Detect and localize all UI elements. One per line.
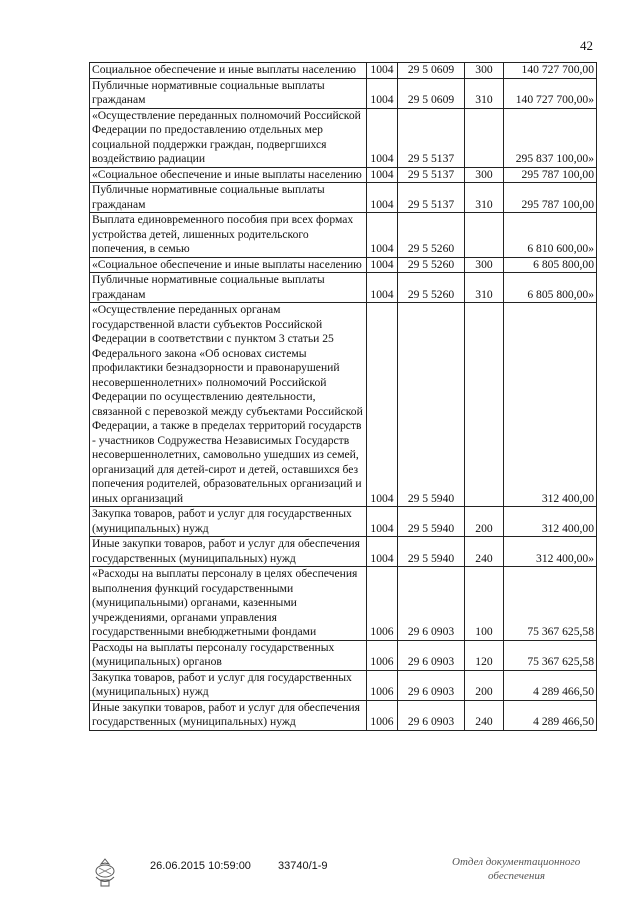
coat-of-arms-icon xyxy=(88,856,122,890)
row-name-cell: Расходы на выплаты персоналу государственных (муниципальных) органов xyxy=(90,640,367,670)
row-amount-cell: 312 400,00» xyxy=(504,537,597,567)
row-type-cell: 240 xyxy=(465,700,504,730)
row-code-cell: 29 5 5137 xyxy=(398,167,465,183)
row-type-cell xyxy=(465,108,504,167)
row-type-cell: 240 xyxy=(465,537,504,567)
row-section-cell: 1004 xyxy=(367,257,398,273)
row-name-cell: «Расходы на выплаты персоналу в целях обеспечения выполнения функций государственными (муниципальными) органами, казенными учреждениями, органами управления государственными внебюджетными фондами xyxy=(90,567,367,641)
row-code-cell: 29 5 5137 xyxy=(398,183,465,213)
row-amount-cell: 140 727 700,00» xyxy=(504,78,597,108)
row-section-cell: 1004 xyxy=(367,78,398,108)
row-amount-cell: 312 400,00 xyxy=(504,303,597,507)
row-code-cell: 29 5 5940 xyxy=(398,537,465,567)
page-footer xyxy=(0,856,640,896)
page-number: 42 xyxy=(580,38,593,53)
row-type-cell xyxy=(465,303,504,507)
row-code-cell: 29 5 5137 xyxy=(398,108,465,167)
row-name-cell: «Осуществление переданных полномочий Российской Федерации по предоставлению отдельных мер социальной поддержки граждан, подвергшихся воздействию радиации xyxy=(90,108,367,167)
row-type-cell: 300 xyxy=(465,63,504,79)
row-code-cell: 29 5 5260 xyxy=(398,257,465,273)
row-code-cell: 29 6 0903 xyxy=(398,670,465,700)
row-type-cell: 200 xyxy=(465,670,504,700)
row-amount-cell: 4 289 466,50 xyxy=(504,670,597,700)
row-type-cell: 310 xyxy=(465,78,504,108)
table-row xyxy=(90,303,597,507)
row-section-cell: 1004 xyxy=(367,213,398,258)
row-section-cell: 1004 xyxy=(367,273,398,303)
row-section-cell: 1006 xyxy=(367,640,398,670)
row-type-cell: 100 xyxy=(465,567,504,641)
row-amount-cell: 295 787 100,00 xyxy=(504,167,597,183)
row-section-cell: 1006 xyxy=(367,700,398,730)
row-type-cell: 310 xyxy=(465,183,504,213)
row-amount-cell: 140 727 700,00 xyxy=(504,63,597,79)
table-row xyxy=(90,273,597,303)
row-code-cell: 29 5 5940 xyxy=(398,507,465,537)
row-amount-cell: 6 810 600,00» xyxy=(504,213,597,258)
row-amount-cell: 295 837 100,00» xyxy=(504,108,597,167)
row-amount-cell: 75 367 625,58 xyxy=(504,640,597,670)
table-row xyxy=(90,507,597,537)
row-name-cell: Публичные нормативные социальные выплаты гражданам xyxy=(90,183,367,213)
table-row xyxy=(90,567,597,641)
row-name-cell: «Социальное обеспечение и иные выплаты населению xyxy=(90,257,367,273)
department-stamp-line2: обеспечения xyxy=(488,870,545,882)
row-section-cell: 1004 xyxy=(367,63,398,79)
row-code-cell: 29 5 0609 xyxy=(398,78,465,108)
row-type-cell: 200 xyxy=(465,507,504,537)
row-amount-cell: 295 787 100,00 xyxy=(504,183,597,213)
row-amount-cell: 312 400,00 xyxy=(504,507,597,537)
table-row xyxy=(90,78,597,108)
row-section-cell: 1004 xyxy=(367,183,398,213)
row-type-cell: 310 xyxy=(465,273,504,303)
row-section-cell: 1006 xyxy=(367,567,398,641)
row-code-cell: 29 5 5260 xyxy=(398,213,465,258)
row-section-cell: 1006 xyxy=(367,670,398,700)
row-type-cell xyxy=(465,213,504,258)
table-row xyxy=(90,640,597,670)
row-code-cell: 29 6 0903 xyxy=(398,700,465,730)
row-name-cell: Иные закупки товаров, работ и услуг для обеспечения государственных (муниципальных) нужд xyxy=(90,700,367,730)
row-code-cell: 29 6 0903 xyxy=(398,640,465,670)
row-type-cell: 300 xyxy=(465,167,504,183)
row-section-cell: 1004 xyxy=(367,537,398,567)
row-amount-cell: 75 367 625,58 xyxy=(504,567,597,641)
row-code-cell: 29 5 5940 xyxy=(398,303,465,507)
table-row xyxy=(90,213,597,258)
table-row xyxy=(90,670,597,700)
date-stamp: 26.06.2015 10:59:00 xyxy=(150,860,251,872)
row-code-cell: 29 6 0903 xyxy=(398,567,465,641)
row-name-cell: Закупка товаров, работ и услуг для государственных (муниципальных) нужд xyxy=(90,670,367,700)
row-type-cell: 300 xyxy=(465,257,504,273)
row-section-cell: 1004 xyxy=(367,167,398,183)
table-row xyxy=(90,167,597,183)
table-row xyxy=(90,700,597,730)
table-row xyxy=(90,537,597,567)
row-name-cell: Закупка товаров, работ и услуг для государственных (муниципальных) нужд xyxy=(90,507,367,537)
budget-table xyxy=(89,62,597,731)
table-row xyxy=(90,183,597,213)
document-code: 33740/1-9 xyxy=(278,860,328,872)
row-name-cell: «Осуществление переданных органам государственной власти субъектов Российской Федерации в соответствии с пунктом 3 статьи 25 Федерального закона «Об основах системы профилактики безнадзорности и правонарушений несовершеннолетних» полномочий Российской Федерации по осуществлению деятельности, связанной с перевозкой между субъектами Российской Федерации, а также в пределах территорий государств - участников Содружества Независимых Государств несовершеннолетних, самовольно ушедших из семей, организаций для детей-сирот и детей, оставшихся без попечения родителей, образовательных организаций и иных организаций xyxy=(90,303,367,507)
table-row xyxy=(90,108,597,167)
row-amount-cell: 6 805 800,00» xyxy=(504,273,597,303)
row-name-cell: Публичные нормативные социальные выплаты гражданам xyxy=(90,78,367,108)
row-name-cell: Иные закупки товаров, работ и услуг для обеспечения государственных (муниципальных) нужд xyxy=(90,537,367,567)
row-name-cell: «Социальное обеспечение и иные выплаты населению xyxy=(90,167,367,183)
row-name-cell: Публичные нормативные социальные выплаты гражданам xyxy=(90,273,367,303)
table-row xyxy=(90,63,597,79)
table-row xyxy=(90,257,597,273)
row-name-cell: Выплата единовременного пособия при всех формах устройства детей, лишенных родительского попечения, в семью xyxy=(90,213,367,258)
row-section-cell: 1004 xyxy=(367,507,398,537)
row-code-cell: 29 5 5260 xyxy=(398,273,465,303)
row-type-cell: 120 xyxy=(465,640,504,670)
department-stamp-line1: Отдел документационного xyxy=(452,856,581,868)
row-section-cell: 1004 xyxy=(367,303,398,507)
row-amount-cell: 6 805 800,00 xyxy=(504,257,597,273)
row-code-cell: 29 5 0609 xyxy=(398,63,465,79)
row-section-cell: 1004 xyxy=(367,108,398,167)
row-amount-cell: 4 289 466,50 xyxy=(504,700,597,730)
row-name-cell: Социальное обеспечение и иные выплаты населению xyxy=(90,63,367,79)
